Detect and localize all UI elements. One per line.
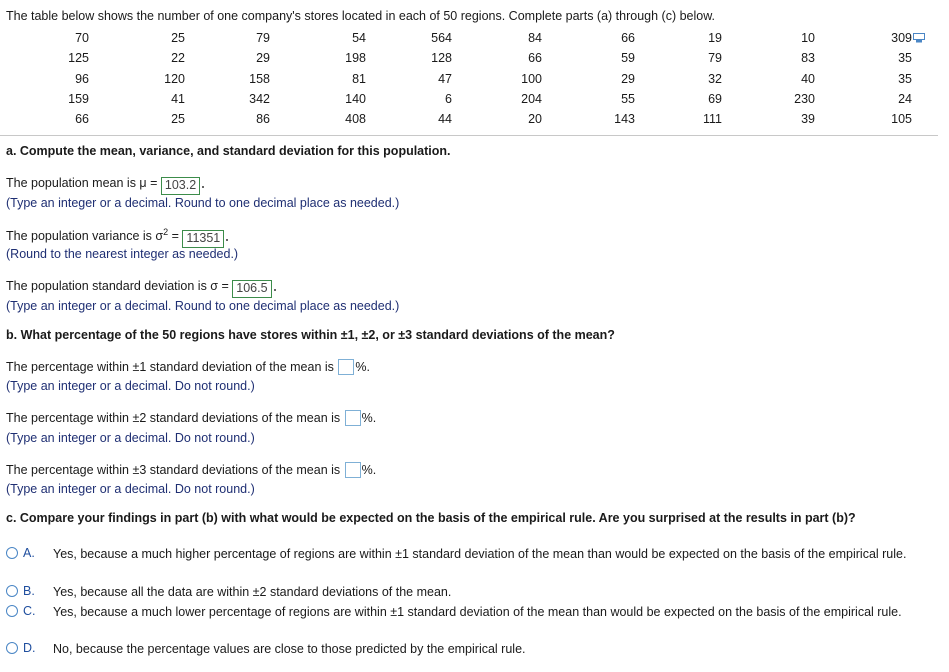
table-cell: 140 (345, 92, 366, 107)
table-cell: 81 (352, 71, 366, 86)
table-row (6, 69, 912, 89)
table-cell: 39 (801, 112, 815, 127)
within-3sd-hint: (Type an integer or a decimal. Do not round.) (6, 482, 255, 496)
table-cell: 342 (249, 92, 270, 107)
radio-icon[interactable] (6, 642, 18, 654)
sd-answer-box[interactable]: 106.5 (232, 280, 271, 298)
marker-dot (274, 289, 276, 291)
table-cell: 84 (528, 31, 542, 46)
table-cell: 204 (521, 92, 542, 107)
table-cell: 69 (708, 92, 722, 107)
mean-hint: (Type an integer or a decimal. Round to one decimal place as needed.) (6, 196, 400, 210)
mean-label: The population mean is μ = (6, 176, 158, 190)
table-cell: 35 (898, 51, 912, 66)
option-letter: C. (23, 604, 36, 618)
table-cell: 96 (75, 71, 89, 86)
within-2sd-label: The percentage within ±2 standard deviations of the mean is (6, 411, 341, 425)
table-cell: 408 (345, 112, 366, 127)
option-text: Yes, because a much lower percentage of regions are within ±1 standard deviation of the mean than would be expected on the basis of the empirical rule. (53, 605, 902, 619)
table-cell: 128 (431, 51, 452, 66)
mean-answer-box[interactable]: 103.2 (161, 177, 200, 195)
option-b[interactable] (6, 584, 913, 600)
sd-hint: (Type an integer or a decimal. Round to one decimal place as needed.) (6, 299, 400, 313)
within-2sd-input[interactable] (345, 410, 361, 426)
part-c-heading: c. Compare your findings in part (b) with what would be expected on the basis of the empirical rule. Are you surprised at the results in part (b)? (6, 511, 856, 525)
option-letter: A. (23, 546, 35, 560)
table-cell: 29 (256, 51, 270, 66)
within-1sd-row (6, 359, 370, 375)
option-text: Yes, because a much higher percentage of regions are within ±1 standard deviation of the mean than would be expected on the basis of the empirical rule. (53, 547, 907, 561)
table-cell: 125 (68, 51, 89, 66)
table-cell: 22 (171, 51, 185, 66)
table-cell: 100 (521, 71, 542, 86)
within-3sd-label: The percentage within ±3 standard deviations of the mean is (6, 463, 341, 477)
table-cell: 309 (891, 31, 912, 46)
table-cell: 41 (171, 92, 185, 107)
table-row (6, 109, 912, 129)
table-cell: 10 (801, 31, 815, 46)
within-2sd-hint: (Type an integer or a decimal. Do not round.) (6, 431, 255, 445)
within-1sd-label: The percentage within ±1 standard deviation of the mean is (6, 360, 334, 374)
option-d[interactable] (6, 641, 913, 657)
table-cell: 55 (621, 92, 635, 107)
percent-unit: %. (361, 411, 377, 425)
part-a-heading: a. Compute the mean, variance, and standard deviation for this population. (6, 144, 451, 158)
table-row (6, 28, 912, 48)
radio-icon[interactable] (6, 547, 18, 559)
table-cell: 19 (708, 31, 722, 46)
table-cell: 143 (614, 112, 635, 127)
mean-row (6, 176, 204, 195)
table-cell: 70 (75, 31, 89, 46)
table-cell: 79 (256, 31, 270, 46)
table-cell: 54 (352, 31, 366, 46)
variance-answer-box[interactable]: 11351 (182, 230, 224, 248)
table-cell: 86 (256, 112, 270, 127)
variance-row (6, 227, 228, 248)
table-cell: 79 (708, 51, 722, 66)
option-text: Yes, because all the data are within ±2 standard deviations of the mean. (53, 585, 452, 599)
within-2sd-row (6, 410, 376, 426)
problem-intro: The table below shows the number of one company's stores located in each of 50 regions. Complete parts (a) through (c) below. (6, 9, 716, 23)
option-c[interactable] (6, 604, 913, 620)
variance-superscript: 2 (163, 227, 169, 237)
table-cell: 230 (794, 92, 815, 107)
table-cell: 198 (345, 51, 366, 66)
option-text: No, because the percentage values are close to those predicted by the empirical rule. (53, 642, 526, 656)
table-cell: 47 (438, 71, 452, 86)
part-b-heading: b. What percentage of the 50 regions have stores within ±1, ±2, or ±3 standard deviations of the mean? (6, 328, 615, 342)
stores-data-table (6, 28, 912, 129)
table-cell: 120 (164, 71, 185, 86)
table-cell: 29 (621, 71, 635, 86)
radio-icon[interactable] (6, 585, 18, 597)
table-cell: 20 (528, 112, 542, 127)
option-letter: B. (23, 584, 35, 598)
table-row (6, 48, 912, 68)
table-cell: 35 (898, 71, 912, 86)
table-cell: 24 (898, 92, 912, 107)
within-1sd-input[interactable] (338, 359, 354, 375)
within-3sd-input[interactable] (345, 462, 361, 478)
within-1sd-hint: (Type an integer or a decimal. Do not round.) (6, 379, 255, 393)
variance-hint: (Round to the nearest integer as needed.) (6, 247, 239, 261)
table-cell: 111 (702, 112, 722, 127)
table-cell: 159 (68, 92, 89, 107)
option-letter: D. (23, 641, 36, 655)
table-cell: 158 (249, 71, 270, 86)
table-cell: 66 (75, 112, 89, 127)
radio-icon[interactable] (6, 605, 18, 617)
table-cell: 83 (801, 51, 815, 66)
table-cell: 6 (445, 92, 452, 107)
option-a[interactable] (6, 546, 913, 562)
percent-unit: %. (361, 463, 377, 477)
marker-dot (202, 186, 204, 188)
table-cell: 32 (708, 71, 722, 86)
table-cell: 25 (171, 31, 185, 46)
variance-equals: = (171, 229, 179, 244)
within-3sd-row (6, 462, 376, 478)
table-cell: 66 (528, 51, 542, 66)
table-cell: 40 (801, 71, 815, 86)
table-cell: 25 (171, 112, 185, 127)
table-cell: 66 (621, 31, 635, 46)
table-cell: 564 (431, 31, 452, 46)
percent-unit: %. (355, 360, 370, 374)
table-cell: 44 (438, 112, 452, 127)
section-divider (0, 135, 938, 136)
marker-dot (226, 239, 228, 241)
table-cell: 105 (891, 112, 912, 127)
table-cell: 59 (621, 51, 635, 66)
sd-row (6, 279, 276, 298)
table-row (6, 89, 912, 109)
variance-label: The population variance is σ (6, 229, 164, 244)
sd-label: The population standard deviation is σ = (6, 279, 229, 293)
copy-data-icon[interactable] (913, 33, 925, 43)
